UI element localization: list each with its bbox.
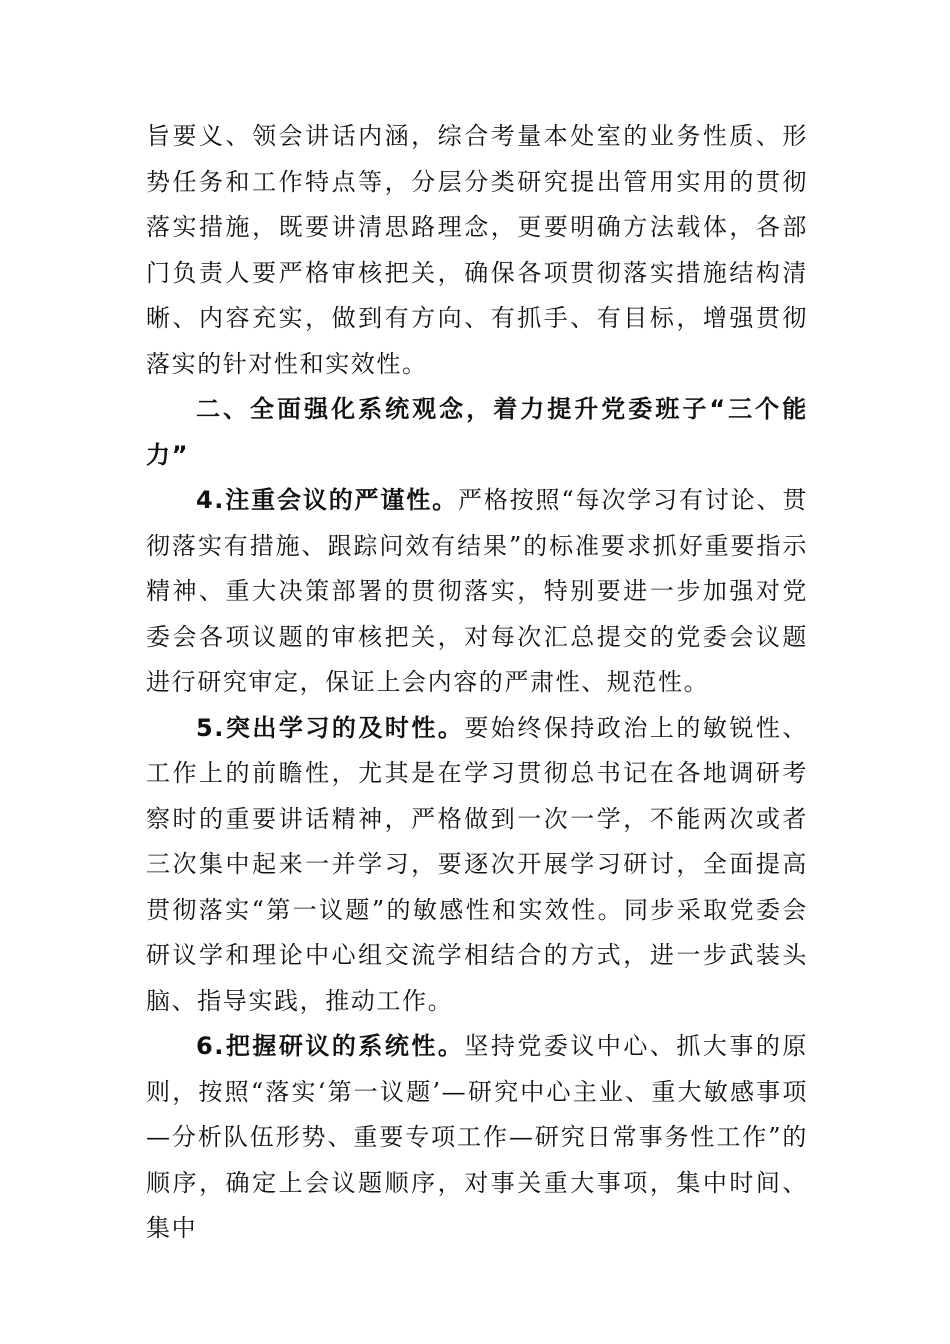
item-lead-4: 4.注重会议的严谨性。: [196, 486, 458, 514]
item-text-5: 要始终保持政治上的敏锐性、工作上的前瞻性，尤其是在学习贯彻总书记在各地调研考察时的重要讲话精神，严格做到一次一学，不能两次或者三次集中起来一并学习，要逐次开展学习研讨，全面提高贯彻落实“第一议题”的敏感性和实效性。同步采取党委会研议学和理论中心组交流学相结合的方式，进一步武装头脑、指导实践，推动工作。: [146, 713, 808, 1015]
item-paragraph-5: [146, 706, 808, 1025]
item-lead-5: 5.突出学习的及时性。: [196, 713, 465, 742]
document-page: [146, 114, 808, 1252]
section-heading: 二、全面强化系统观念，着力提升党委班子“三个能力”: [146, 395, 808, 469]
item-text-6: 坚持党委议中心、抓大事的原则，按照“落实‘第一议题’—研究中心主业、重大敏感事项—分析队伍形势、重要专项工作—研究日常事务性工作”的顺序，确定上会议题顺序，对事关重大事项，集中时间、集中: [146, 1032, 808, 1242]
item-paragraph-4: [146, 478, 808, 706]
continuation-paragraph: 旨要义、领会讲话内涵，综合考量本处室的业务性质、形势任务和工作特点等，分层分类研究提出管用实用的贯彻落实措施，既要讲清思路理念，更要明确方法载体，各部门负责人要严格审核把关，确保各项贯彻落实措施结构清晰、内容充实，做到有方向、有抓手、有目标，增强贯彻落实的针对性和实效性。: [146, 122, 808, 378]
item-paragraph-6: [146, 1024, 808, 1252]
item-lead-6: 6.把握研议的系统性。: [196, 1032, 465, 1060]
item-text-4: 严格按照“每次学习有讨论、贯彻落实有措施、跟踪问效有结果”的标准要求抓好重要指示精神、重大决策部署的贯彻落实，特别要进一步加强对党委会各项议题的审核把关，对每次汇总提交的党委会议题进行研究审定，保证上会内容的严肃性、规范性。: [146, 486, 808, 696]
